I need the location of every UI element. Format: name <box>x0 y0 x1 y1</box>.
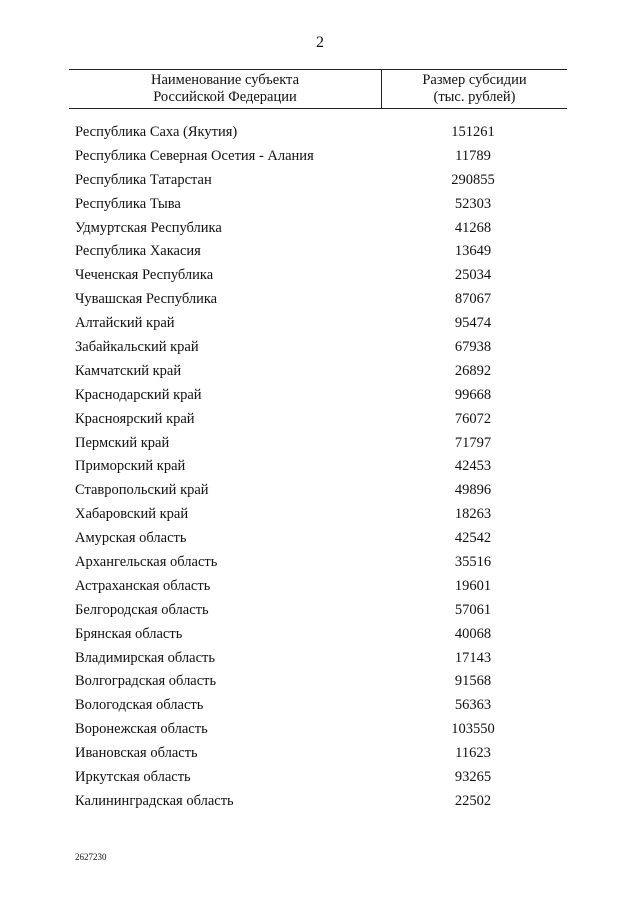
table-row <box>0 145 640 169</box>
table-row <box>0 169 640 193</box>
table-row <box>0 670 640 694</box>
subsidy-amount: 93265 <box>454 769 492 786</box>
table-row <box>0 264 640 288</box>
table-row <box>0 527 640 551</box>
region-name: Республика Татарстан <box>75 171 212 188</box>
table-row <box>0 121 640 145</box>
region-name: Краснодарский край <box>75 386 202 403</box>
table-row <box>0 575 640 599</box>
subsidy-amount: 71797 <box>454 434 492 451</box>
table-row <box>0 623 640 647</box>
region-name: Архангельская область <box>75 554 218 571</box>
region-name: Чеченская Республика <box>75 267 214 284</box>
region-name: Амурская область <box>75 530 187 547</box>
table-row <box>0 479 640 503</box>
subsidy-amount: 42542 <box>454 530 492 547</box>
table-row <box>0 432 640 456</box>
subsidy-amount: 17143 <box>454 649 492 666</box>
table-row <box>0 790 640 814</box>
region-name: Удмуртская Республика <box>75 219 222 236</box>
subsidy-amount: 52303 <box>454 195 492 212</box>
table-row <box>0 718 640 742</box>
table-body <box>0 121 640 814</box>
region-name: Владимирская область <box>75 649 215 666</box>
region-name: Иркутская область <box>75 769 191 786</box>
subsidy-amount: 40068 <box>454 625 492 642</box>
table-row <box>0 503 640 527</box>
column-header-region-name-line1: Наименование субъекта <box>150 72 300 88</box>
table-row <box>0 455 640 479</box>
region-name: Хабаровский край <box>75 506 189 523</box>
subsidy-amount: 35516 <box>454 554 492 571</box>
region-name: Республика Северная Осетия - Алания <box>75 147 314 164</box>
table-row <box>0 694 640 718</box>
region-name: Брянская область <box>75 625 183 642</box>
region-name: Воронежская область <box>75 721 208 738</box>
region-name: Астраханская область <box>75 577 211 594</box>
table-row <box>0 599 640 623</box>
column-header-region-name <box>69 72 381 106</box>
column-header-subsidy-amount-line2: (тыс. рублей) <box>433 89 516 105</box>
region-name: Приморский край <box>75 458 186 475</box>
subsidy-amount: 76072 <box>454 410 492 427</box>
table-row <box>0 742 640 766</box>
column-header-subsidy-amount <box>382 72 567 106</box>
region-name: Ставропольский край <box>75 482 209 499</box>
table-row <box>0 647 640 671</box>
region-name: Вологодская область <box>75 697 204 714</box>
region-name: Камчатский край <box>75 362 182 379</box>
subsidy-amount: 91568 <box>454 673 492 690</box>
subsidy-amount: 41268 <box>454 219 492 236</box>
subsidy-amount: 13649 <box>454 243 492 260</box>
region-name: Белгородская область <box>75 601 209 618</box>
column-header-subsidy-amount-line1: Размер субсидии <box>422 72 527 88</box>
region-name: Республика Хакасия <box>75 243 201 260</box>
subsidy-amount: 11789 <box>455 147 491 164</box>
subsidy-amount: 87067 <box>454 291 492 308</box>
region-name: Республика Саха (Якутия) <box>75 124 238 140</box>
table-row <box>0 551 640 575</box>
region-name: Пермский край <box>75 434 170 451</box>
subsidy-amount: 103550 <box>451 721 495 738</box>
column-header-region-name-line2: Российской Федерации <box>153 89 297 105</box>
region-name: Калининградская область <box>75 792 234 809</box>
subsidy-amount: 56363 <box>454 697 492 714</box>
subsidy-amount: 57061 <box>454 601 492 618</box>
table-header <box>69 69 567 109</box>
table-row <box>0 312 640 336</box>
subsidy-amount: 49896 <box>454 482 492 499</box>
table-row <box>0 217 640 241</box>
page-number: 2 <box>316 34 324 51</box>
region-name: Ивановская область <box>75 745 198 762</box>
subsidy-amount: 19601 <box>454 577 492 594</box>
region-name: Волгоградская область <box>75 673 217 690</box>
document-code: 2627230 <box>75 852 107 862</box>
subsidy-amount: 95474 <box>454 315 492 332</box>
region-name: Забайкальский край <box>75 339 199 356</box>
table-row <box>0 336 640 360</box>
region-name: Чувашская Республика <box>75 291 218 308</box>
subsidy-amount: 18263 <box>454 506 492 523</box>
table-row <box>0 766 640 790</box>
subsidy-amount: 26892 <box>454 362 492 379</box>
subsidy-amount: 99668 <box>454 386 492 403</box>
subsidy-amount: 11623 <box>455 745 491 762</box>
subsidy-amount: 290855 <box>451 171 495 188</box>
subsidy-amount: 22502 <box>454 792 492 809</box>
table-row <box>0 360 640 384</box>
table-row <box>0 193 640 217</box>
table-row <box>0 408 640 432</box>
table-row <box>0 384 640 408</box>
subsidy-amount: 67938 <box>454 339 492 356</box>
region-name: Красноярский край <box>75 410 195 427</box>
table-row <box>0 240 640 264</box>
subsidy-amount: 42453 <box>454 458 492 475</box>
table-row <box>0 288 640 312</box>
region-name: Республика Тыва <box>75 195 181 212</box>
region-name: Алтайский край <box>75 315 175 332</box>
subsidy-amount: 151261 <box>451 124 495 140</box>
subsidy-amount: 25034 <box>454 267 492 284</box>
